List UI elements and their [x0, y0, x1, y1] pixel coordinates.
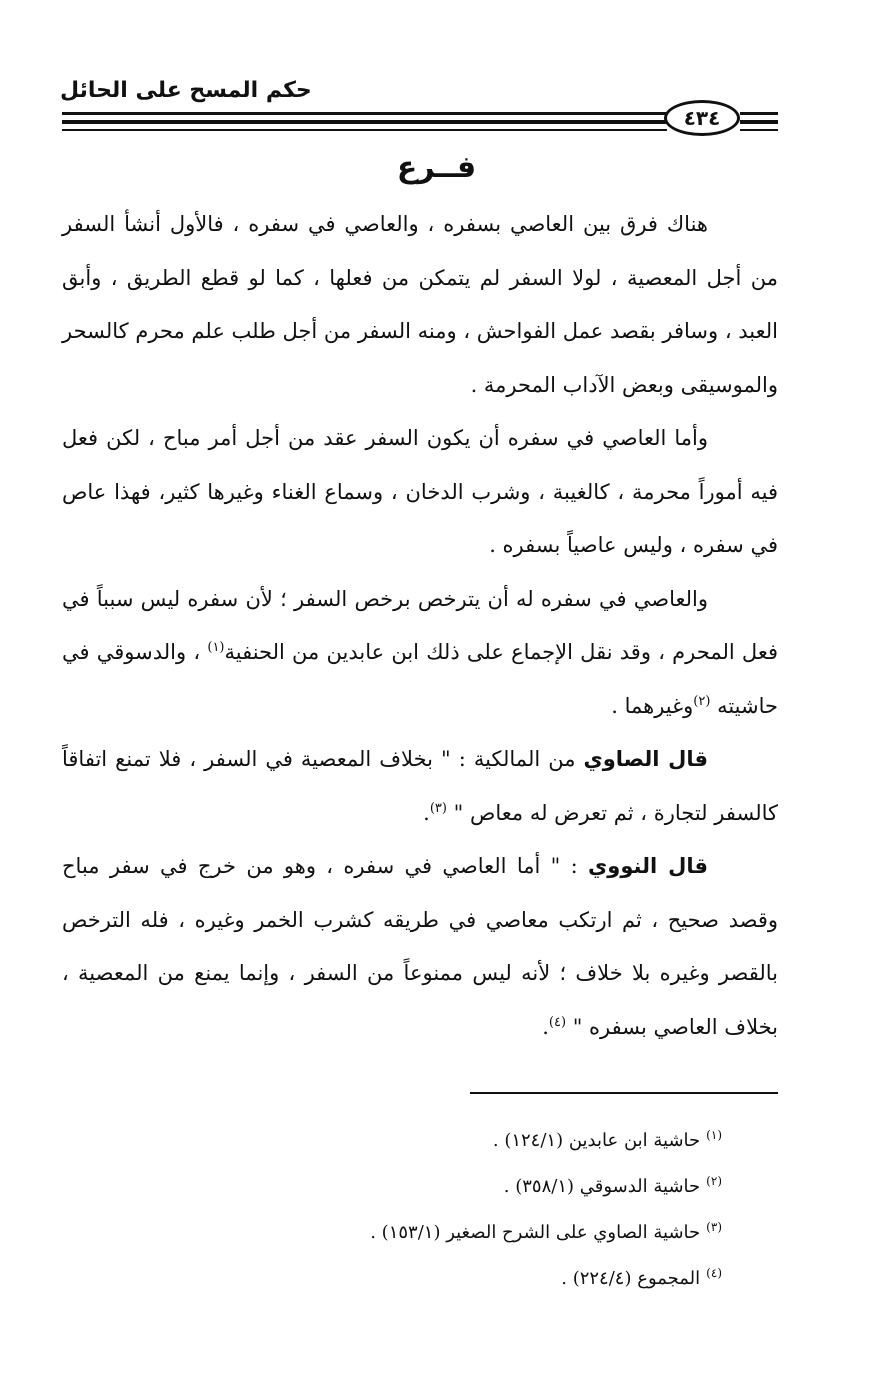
footnote-text: حاشية الصاوي على الشرح الصغير (١٥٣/١) .	[370, 1222, 701, 1243]
footnote-2	[62, 1164, 722, 1210]
footnotes	[62, 1118, 722, 1302]
footnote-text: المجموع (٢٢٤/٤) .	[561, 1268, 701, 1289]
footnote-ref-3: (٣)	[429, 800, 447, 816]
paragraph-5-text: : " أما العاصي في سفره ، وهو من خرج في سفر مباح وقصد صحيح ، ثم ارتكب معاصي في طريقه كشرب الخمر وغيره ، فله الترخص بالقصر وغيره بلا خلاف ؛ لأنه ليس ممنوعاً من السفر ، وإنما يمنع من المعصية ، بخلاف العاصي بسفره "	[62, 854, 778, 1039]
page-number: ٤٣٤	[664, 100, 740, 136]
body-text	[62, 198, 778, 1054]
paragraph-3-text-b: ، والدسوقي في حاشيته	[62, 640, 778, 718]
paragraph-4-end: .	[423, 800, 430, 825]
footnote-number: (١)	[706, 1128, 722, 1142]
paragraph-2: وأما العاصي في سفره أن يكون السفر عقد من أجل أمر مباح ، لكن فعل فيه أموراً محرمة ، كالغيبة ، وشرب الدخان ، وسماع الغناء وغيرها كثير، فهذا عاص في سفره ، وليس عاصياً بسفره .	[62, 426, 778, 557]
footnote-4	[62, 1256, 722, 1302]
footnote-text: حاشية الدسوقي (٣٥٨/١) .	[503, 1176, 701, 1197]
footnote-separator	[470, 1092, 778, 1094]
section-heading: فــرع	[396, 150, 477, 185]
footnote-3	[62, 1210, 722, 1256]
footnote-1	[62, 1118, 722, 1164]
footnote-number: (٣)	[706, 1220, 722, 1234]
quote-author-nawawi: قال النووي	[588, 854, 708, 878]
header-rule	[62, 112, 667, 115]
paragraph-1: هناك فرق بين العاصي بسفره ، والعاصي في سفره ، فالأول أنشأ السفر من أجل المعصية ، لولا السفر لم يتمكن من فعلها ، كما لو قطع الطريق ، وأبق العبد ، وسافر بقصد عمل الفواحش ، ومنه السفر من أجل طلب علم محرم كالسحر والموسيقى وبعض الآداب المحرمة .	[62, 212, 778, 397]
header-rule	[62, 120, 667, 124]
header-rule	[740, 112, 778, 115]
header-rule	[740, 129, 778, 131]
quote-author-sawi: قال الصاوي	[583, 747, 708, 771]
running-title: حكم المسح على الحائل	[60, 78, 312, 103]
footnote-number: (٤)	[706, 1266, 722, 1280]
paragraph-4	[62, 733, 778, 840]
header-rule	[62, 129, 667, 131]
paragraph-4-text: من المالكية : " بخلاف المعصية في السفر ، فلا تمنع اتفاقاً كالسفر لتجارة ، ثم تعرض له معاص "	[62, 747, 778, 825]
paragraph-5	[62, 840, 778, 1054]
footnote-text: حاشية ابن عابدين (١٢٤/١) .	[492, 1130, 701, 1151]
paragraph-3-text-c: وغيرهما .	[611, 693, 694, 718]
footnote-number: (٢)	[706, 1174, 722, 1188]
footnote-ref-1: (١)	[207, 640, 225, 655]
paragraph-3	[62, 573, 778, 734]
footnote-ref-2: (٢)	[693, 693, 711, 709]
paragraph-5-end: .	[542, 1014, 549, 1039]
footnote-ref-4: (٤)	[548, 1014, 567, 1030]
paragraph-3-text-a: والعاصي في سفره له أن يترخص برخص السفر ؛ لأن سفره ليس سبباً في فعل المحرم ، وقد نقل الإجماع على ذلك ابن عابدين من الحنفية	[62, 586, 778, 664]
header-rule	[740, 120, 778, 124]
